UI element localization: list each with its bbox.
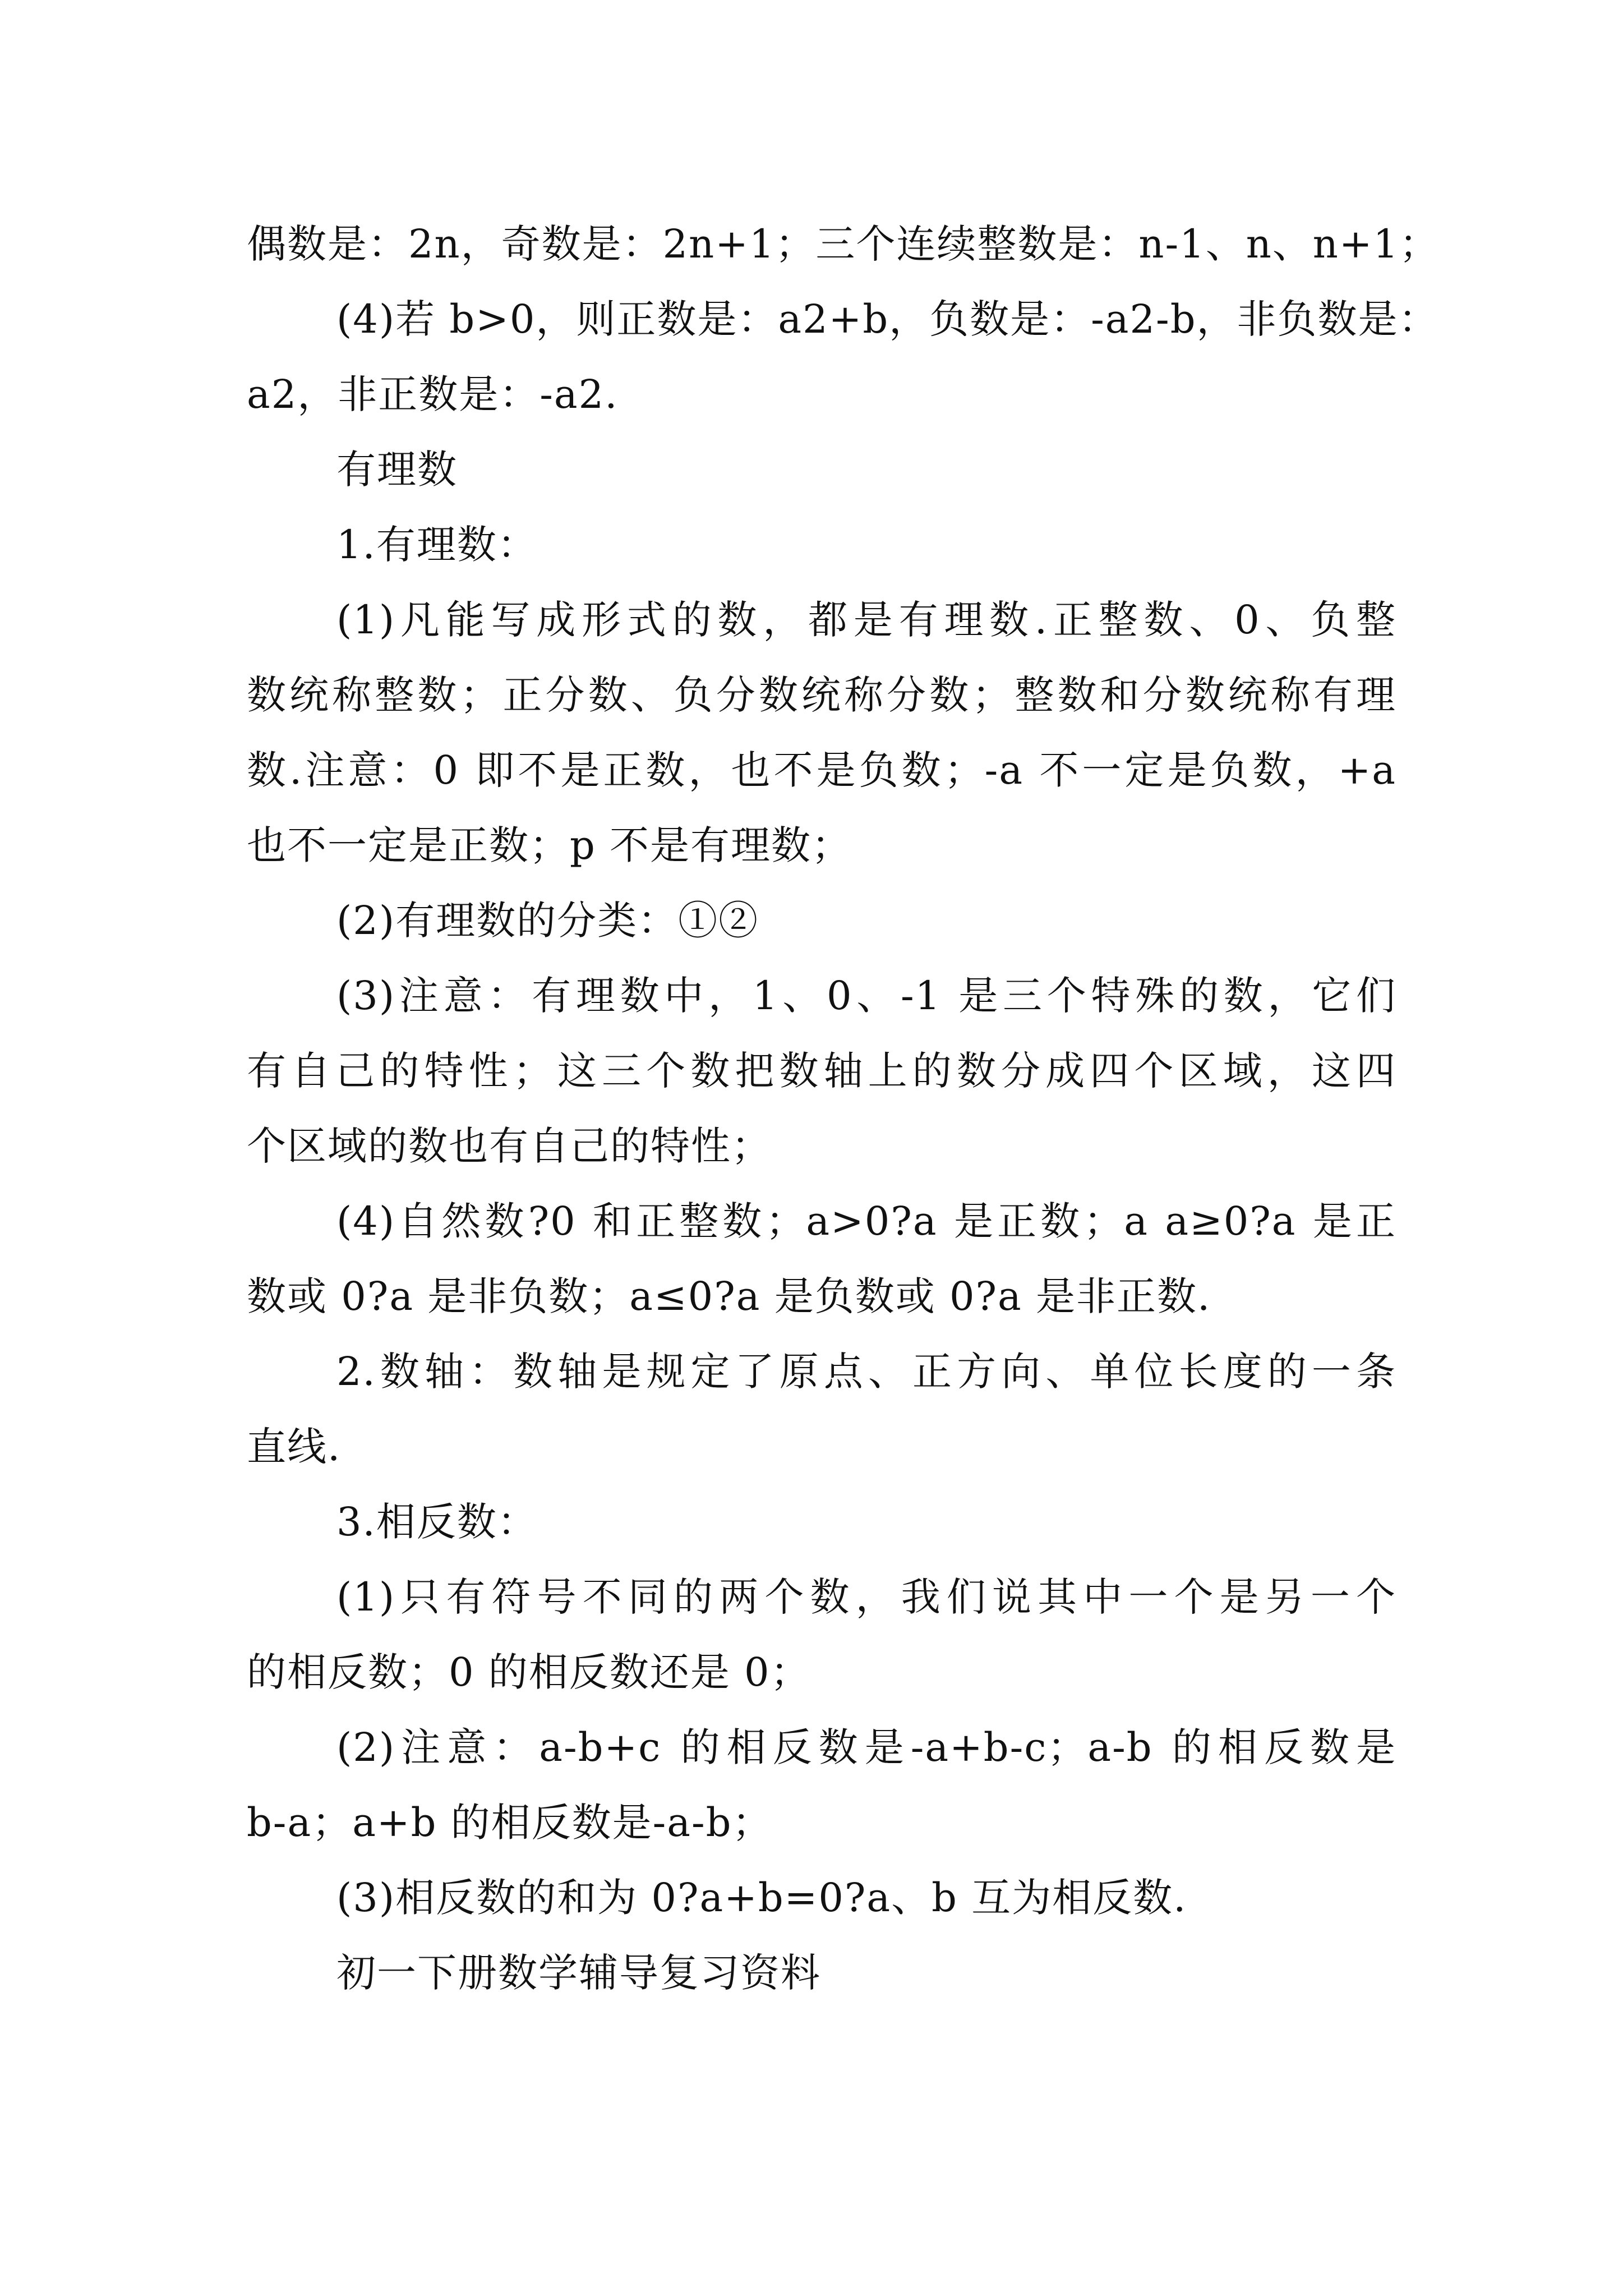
text-line: a2，非正数是：-a2. xyxy=(247,371,619,417)
text-line: (3)相反数的和为 0?a+b=0?a、b 互为相反数. xyxy=(336,1875,1187,1921)
text-line: 直线. xyxy=(247,1424,342,1470)
text-line: (2)有理数的分类：①② xyxy=(336,898,759,944)
text-line: 的相反数；0 的相反数还是 0； xyxy=(247,1649,811,1695)
text-line: (4)自然数?0 和正整数；a>0?a 是正数；a a≥0?a 是正 xyxy=(336,1198,1396,1244)
text-line: (3)注意：有理数中，1、0、-1 是三个特殊的数，它们 xyxy=(336,973,1396,1019)
text-line: (1)凡能写成形式的数，都是有理数.正整数、0、负整 xyxy=(336,597,1396,643)
text-line: 数.注意：0 即不是正数，也不是负数；-a 不一定是负数，+a xyxy=(247,747,1396,793)
text-line: (2)注意：a-b+c 的相反数是-a+b-c；a-b 的相反数是 xyxy=(336,1724,1396,1770)
text-line: 个区域的数也有自己的特性； xyxy=(247,1123,772,1169)
text-line: (1)只有符号不同的两个数，我们说其中一个是另一个 xyxy=(336,1574,1396,1620)
text-line: b-a；a+b 的相反数是-a-b； xyxy=(247,1800,773,1846)
text-line: 数或 0?a 是非负数；a≤0?a 是负数或 0?a 是非正数. xyxy=(247,1273,1211,1319)
subsection-heading: 1.有理数： xyxy=(336,522,538,568)
text-line: 也不一定是正数；p 不是有理数； xyxy=(247,822,852,868)
section-heading: 有理数 xyxy=(336,447,458,493)
text-line: 偶数是：2n，奇数是：2n+1；三个连续整数是：n-1、n、n+1； xyxy=(247,221,1440,267)
text-line: (4)若 b>0，则正数是：a2+b，负数是：-a2-b，非负数是： xyxy=(336,296,1439,342)
section-heading: 初一下册数学辅导复习资料 xyxy=(336,1950,821,1996)
text-line: 数统称整数；正分数、负分数统称分数；整数和分数统称有理 xyxy=(247,672,1396,718)
text-line: 有自己的特性；这三个数把数轴上的数分成四个区域，这四 xyxy=(247,1048,1396,1094)
subsection-heading: 3.相反数： xyxy=(336,1499,538,1545)
text-line: 2.数轴：数轴是规定了原点、正方向、单位长度的一条 xyxy=(336,1349,1396,1395)
